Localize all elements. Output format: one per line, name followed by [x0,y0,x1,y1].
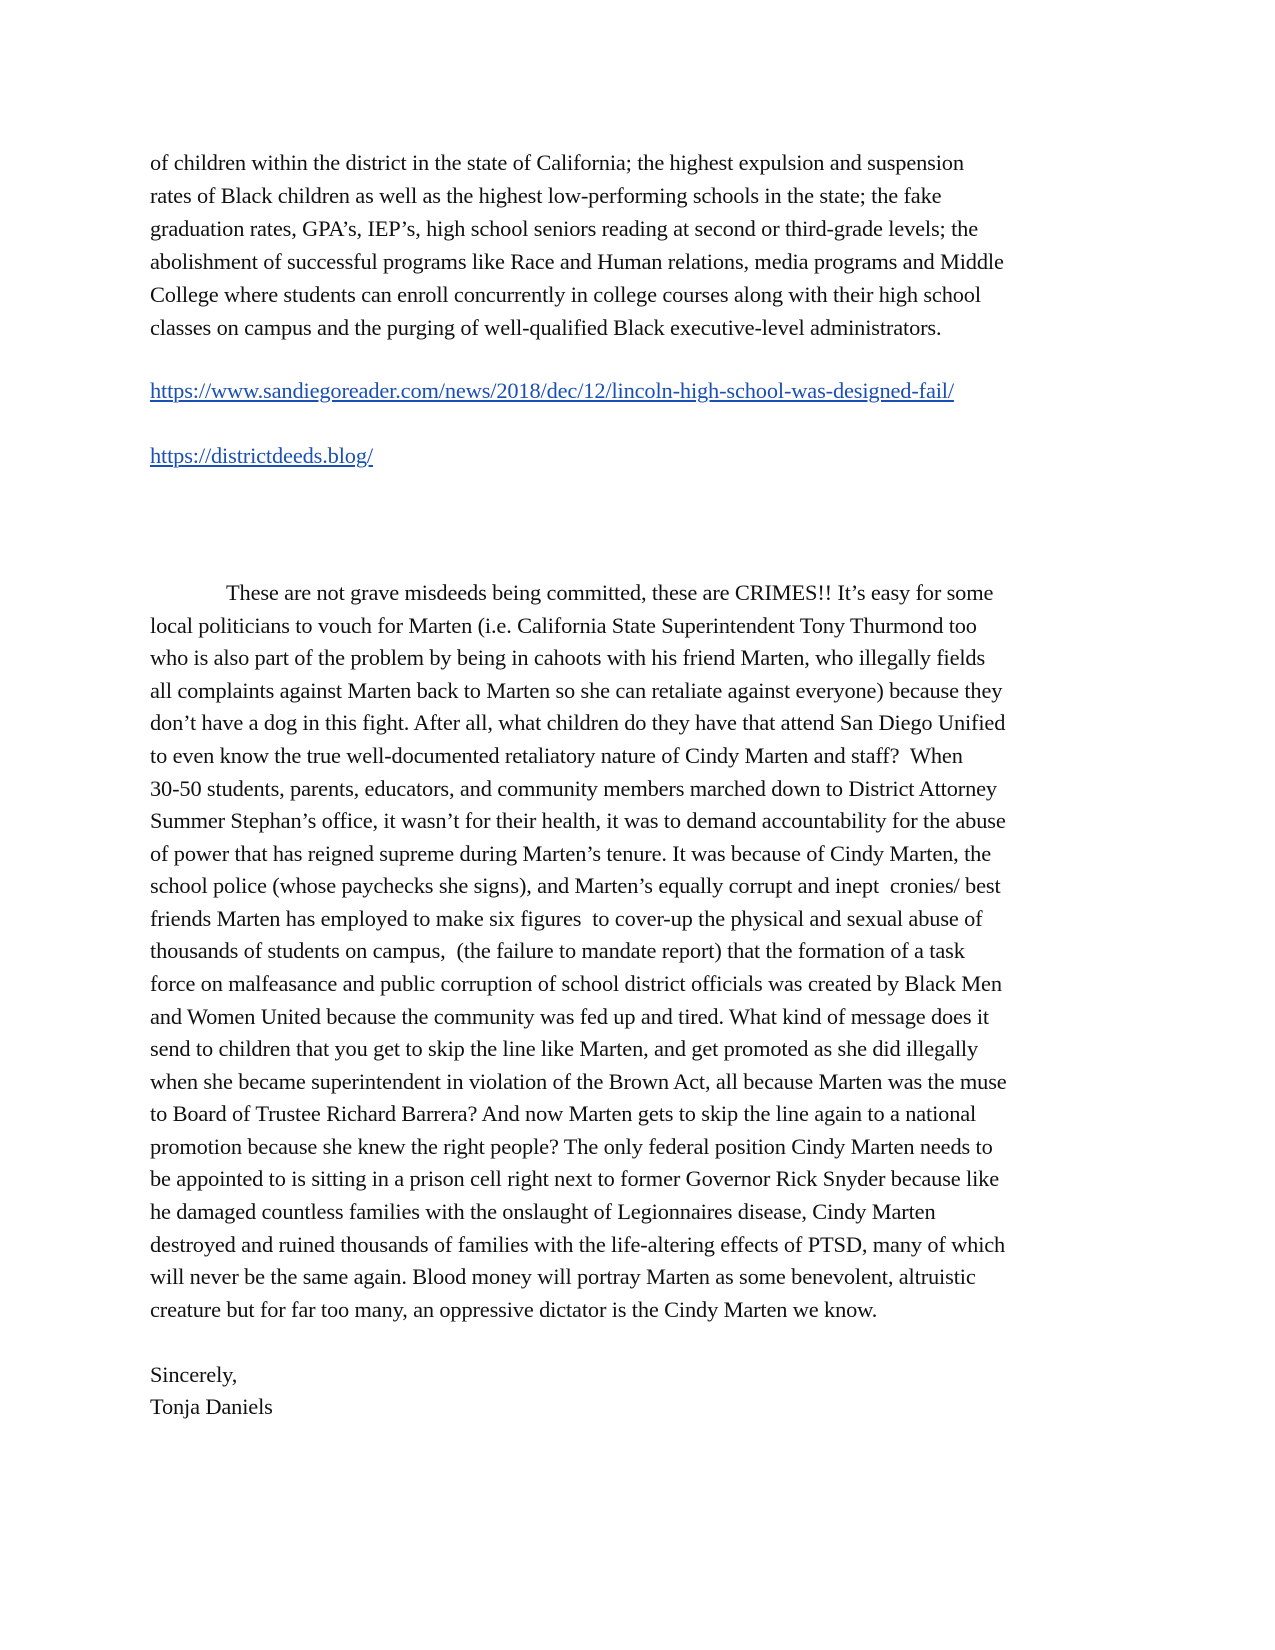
text-line: be appointed to is sitting in a prison cell right next to former Governor Rick Snyder because like [150,1166,1000,1191]
text-line: abolishment of successful programs like Race and Human relations, media programs and Middle [150,249,1004,274]
text-line: Summer Stephan’s office, it wasn’t for their health, it was to demand accountability for the abuse [150,808,1006,833]
text-line: promotion because she knew the right people? The only federal position Cindy Marten needs to [150,1134,993,1159]
districtdeeds-blog-link[interactable]: https://districtdeeds.blog/ [150,443,373,468]
text-line: when she became superintendent in violation of the Brown Act, all because Marten was the muse [150,1069,1007,1094]
text-line: local politicians to vouch for Marten (i.e. California State Superintendent Tony Thurmond too [150,613,977,638]
text-line: don’t have a dog in this fight. After all, what children do they have that attend San Diego Unified [150,710,1006,735]
text-line: of children within the district in the state of California; the highest expulsion and suspension [150,150,964,175]
text-line: who is also part of the problem by being in cahoots with his friend Marten, who illegally fields [150,645,986,670]
text-line: of power that has reigned supreme during Marten’s tenure. It was because of Cindy Marten, the [150,841,991,866]
text-line: College where students can enroll concurrently in college courses along with their high school [150,282,981,307]
text-line: all complaints against Marten back to Marten so she can retaliate against everyone) because they [150,678,1003,703]
text-line: These are not grave misdeeds being committed, these are CRIMES!! It’s easy for some [226,580,994,605]
text-line: graduation rates, GPA’s, IEP’s, high school seniors reading at second or third-grade levels; the [150,216,978,241]
text-line: thousands of students on campus, (the failure to mandate report) that the formation of a task [150,938,965,963]
signature: Tonja Daniels [150,1394,273,1419]
text-line: send to children that you get to skip the line like Marten, and get promoted as she did illegally [150,1036,979,1061]
text-line: and Women United because the community was fed up and tired. What kind of message does it [150,1004,990,1029]
text-line: rates of Black children as well as the highest low-performing schools in the state; the fake [150,183,942,208]
text-line: 30-50 students, parents, educators, and community members marched down to District Attorney [150,776,997,801]
text-line: creature but for far too many, an oppressive dictator is the Cindy Marten we know. [150,1297,878,1322]
text-line: destroyed and ruined thousands of families with the life-altering effects of PTSD, many of which [150,1232,1006,1257]
text-line: classes on campus and the purging of well-qualified Black executive-level administrators. [150,315,942,340]
text-line: to Board of Trustee Richard Barrera? And now Marten gets to skip the line again to a national [150,1101,977,1126]
sandiegoreader-article-link[interactable]: https://www.sandiegoreader.com/news/2018/dec/12/lincoln-high-school-was-designed-fail/ [150,378,954,403]
text-line: school police (whose paychecks she signs), and Marten’s equally corrupt and inept cronies/ best [150,873,1001,898]
salutation: Sincerely, [150,1362,238,1387]
text-line: force on malfeasance and public corruption of school district officials was created by Black Men [150,971,1002,996]
text-line: friends Marten has employed to make six figures to cover-up the physical and sexual abuse of [150,906,983,931]
text-line: he damaged countless families with the onslaught of Legionnaires disease, Cindy Marten [150,1199,936,1224]
text-line: to even know the true well-documented retaliatory nature of Cindy Marten and staff? When [150,743,963,768]
text-line: will never be the same again. Blood money will portray Marten as some benevolent, altruistic [150,1264,976,1289]
